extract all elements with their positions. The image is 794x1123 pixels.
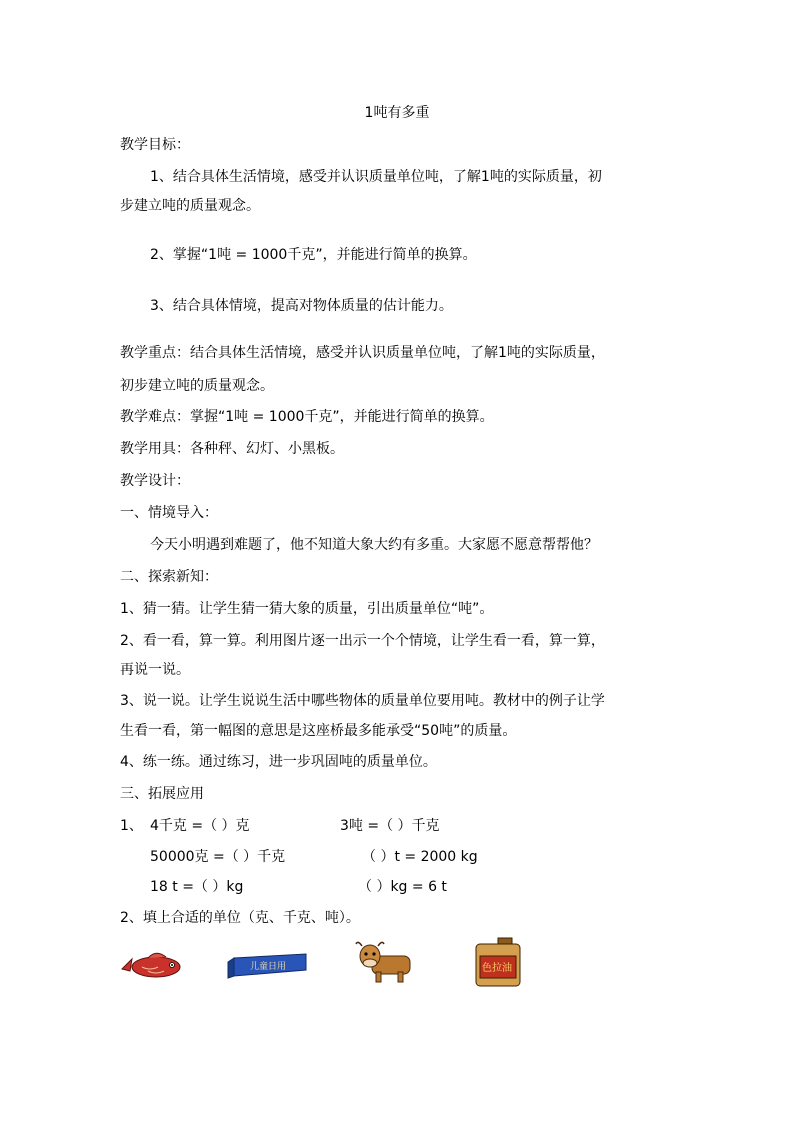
exercise-3b: （ ）kg = 6 t (358, 879, 447, 895)
difficulty: 教学难点：掌握“1吨 = 1000千克”，并能进行简单的换算。 (120, 409, 494, 425)
exercise-number: 1、 (120, 818, 143, 834)
exercise-1a: 4千克 =（ ）克 (150, 818, 250, 834)
box-image (226, 952, 308, 980)
fish-image (118, 945, 186, 981)
tools: 教学用具：各种秤、幻灯、小黑板。 (120, 441, 344, 457)
design-heading: 教学设计： (120, 473, 190, 489)
fill-units-prompt: 2、填上合适的单位（克、千克、吨）。 (120, 910, 360, 926)
page-title: 1吨有多重 (364, 105, 430, 121)
section-1-heading: 一、情境导入： (120, 505, 218, 521)
section-2-line-4: 3、说一说。让学生说说生活中哪些物体的质量单位要用吨。教材中的例子让学 (120, 693, 605, 709)
objective-2: 2、掌握“1吨 = 1000千克”，并能进行简单的换算。 (150, 247, 477, 263)
can-label: 色拉油 (482, 963, 512, 974)
section-2-line-3: 再说一说。 (120, 662, 190, 678)
section-2-line-2: 2、看一看，算一算。利用图片逐一出示一个个情境，让学生看一看，算一算， (120, 633, 605, 649)
oil-can-image (472, 936, 524, 988)
key-points-line-1: 教学重点：结合具体生活情境，感受并认识质量单位吨，了解1吨的实际质量， (120, 345, 605, 361)
exercise-1b: 3吨 =（ ）千克 (340, 818, 440, 834)
box-label: 儿童日用 (250, 962, 287, 972)
exercise-2b: （ ）t = 2000 kg (362, 849, 478, 865)
section-1-text: 今天小明遇到难题了，他不知道大象大约有多重。大家愿不愿意帮帮他？ (150, 537, 598, 553)
section-2-line-6: 4、练一练。通过练习，进一步巩固吨的质量单位。 (120, 754, 437, 770)
exercise-3a: 18 t =（ ）kg (150, 879, 244, 895)
section-2-heading: 二、探索新知： (120, 569, 218, 585)
section-2-line-5: 生看一看，第一幅图的意思是这座桥最多能承受“50吨”的质量。 (120, 723, 517, 739)
section-2-line-1: 1、猜一猜。让学生猜一猜大象的质量，引出质量单位“吨”。 (120, 601, 494, 617)
exercise-2a: 50000克 =（ ）千克 (150, 849, 286, 865)
objective-1-line-2: 步建立吨的质量观念。 (120, 198, 260, 214)
objectives-heading: 教学目标： (120, 137, 190, 153)
objective-3: 3、结合具体情境，提高对物体质量的估计能力。 (150, 298, 453, 314)
objective-1-line-1: 1、结合具体生活情境，感受并认识质量单位吨，了解1吨的实际质量，初 (150, 169, 602, 185)
cow-image (354, 936, 416, 984)
section-3-heading: 三、拓展应用 (120, 786, 204, 802)
key-points-line-2: 初步建立吨的质量观念。 (120, 378, 274, 394)
